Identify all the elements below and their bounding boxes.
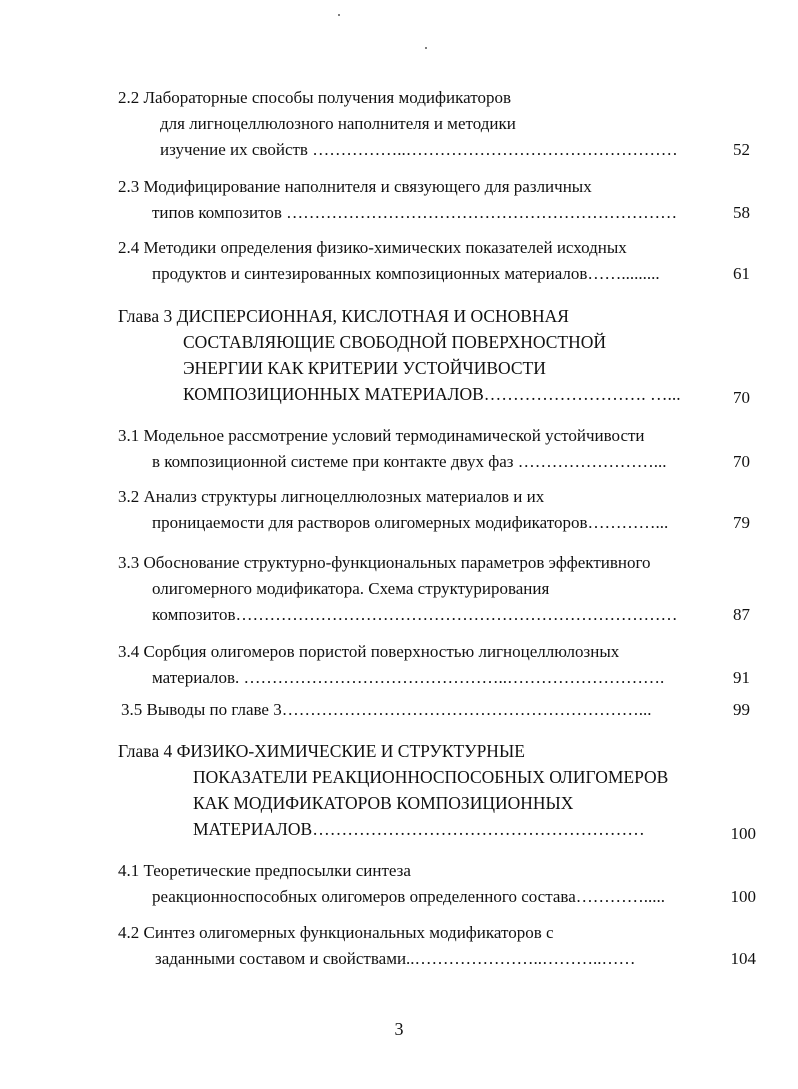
toc-chapter-4-line-3: КАК МОДИФИКАТОРОВ КОМПОЗИЦИОННЫХ [193,793,574,813]
toc-page-number: 61 [733,264,750,283]
toc-entry-3-2-line-2: проницаемости для растворов олигомерных модификаторов…………... [152,513,669,532]
toc-page-number: 104 [730,949,756,968]
toc-page-number: 99 [733,700,750,719]
toc-chapter-3-line-1: Глава 3 ДИСПЕРСИОННАЯ, КИСЛОТНАЯ И ОСНОВНАЯ [118,306,569,326]
toc-page-number: 70 [733,388,750,407]
toc-chapter-4-line-4: МАТЕРИАЛОВ………………………………………………… [193,819,645,839]
page-number-footer: 3 [394,1019,404,1039]
toc-page-number: 87 [733,605,750,624]
toc-entry-4-1-line-2: реакционноспособных олигомеров определенного состава…………..... [152,887,665,906]
toc-entry-2-2-line-2: для лигноцеллюлозного наполнителя и методики [160,114,516,133]
toc-chapter-4-line-2: ПОКАЗАТЕЛИ РЕАКЦИОННОСПОСОБНЫХ ОЛИГОМЕРОВ [193,767,669,787]
toc-entry-3-1-line-1: 3.1 Модельное рассмотрение условий термодинамической устойчивости [118,426,645,445]
toc-chapter-3-line-3: ЭНЕРГИИ КАК КРИТЕРИИ УСТОЙЧИВОСТИ [183,358,546,378]
toc-entry-2-3-line-2: типов композитов …………………………………………………………… [152,203,678,222]
toc-page-number: 79 [733,513,750,532]
toc-page-number: 100 [730,887,756,906]
scan-speck [338,14,340,16]
toc-entry-2-3-line-1: 2.3 Модифицирование наполнителя и связующего для различных [118,177,592,196]
scan-speck [425,47,427,49]
toc-entry-3-1-line-2: в композиционной системе при контакте двух фаз ……………………... [152,452,667,471]
toc-entry-3-3-line-2: олигомерного модификатора. Схема структурирования [152,579,550,598]
toc-entry-2-4-line-2: продуктов и синтезированных композиционных материалов……......... [152,264,660,283]
toc-page-number: 58 [733,203,750,222]
toc-entry-2-2-line-3: изучение их свойств ……………..………………………………………… [160,140,678,159]
toc-entry-3-4-line-1: 3.4 Сорбция олигомеров пористой поверхностью лигноцеллюлозных [118,642,620,661]
toc-chapter-4-line-1: Глава 4 ФИЗИКО-ХИМИЧЕСКИЕ И СТРУКТУРНЫЕ [118,741,525,761]
toc-entry-4-1-line-1: 4.1 Теоретические предпосылки синтеза [118,861,411,880]
toc-page-number: 52 [733,140,750,159]
toc-entry-3-2-line-1: 3.2 Анализ структуры лигноцеллюлозных материалов и их [118,487,545,506]
toc-entry-4-2-line-1: 4.2 Синтез олигомерных функциональных модификаторов с [118,923,554,942]
toc-page-number: 91 [733,668,750,687]
toc-entry-3-4-line-2: материалов. ………………………………………..………………………. [152,668,665,687]
toc-chapter-3-line-2: СОСТАВЛЯЮЩИЕ СВОБОДНОЙ ПОВЕРХНОСТНОЙ [183,332,606,352]
toc-page-number: 70 [733,452,750,471]
toc-entry-3-5-line-1: 3.5 Выводы по главе 3………………………………………………………... [121,700,652,719]
toc-entry-3-3-line-1: 3.3 Обоснование структурно-функциональных параметров эффективного [118,553,651,572]
toc-entry-3-3-line-3: композитов…………………………………………………………………… [152,605,678,624]
toc-entry-4-2-line-2: заданными составом и свойствами..…………………..………..…… [155,949,636,968]
toc-page-number: 100 [730,824,756,843]
toc-entry-2-2-line-1: 2.2 Лабораторные способы получения модификаторов [118,88,511,107]
toc-chapter-3-line-4: КОМПОЗИЦИОННЫХ МАТЕРИАЛОВ………………………. …... [183,384,681,404]
toc-entry-2-4-line-1: 2.4 Методики определения физико-химических показателей исходных [118,238,627,257]
